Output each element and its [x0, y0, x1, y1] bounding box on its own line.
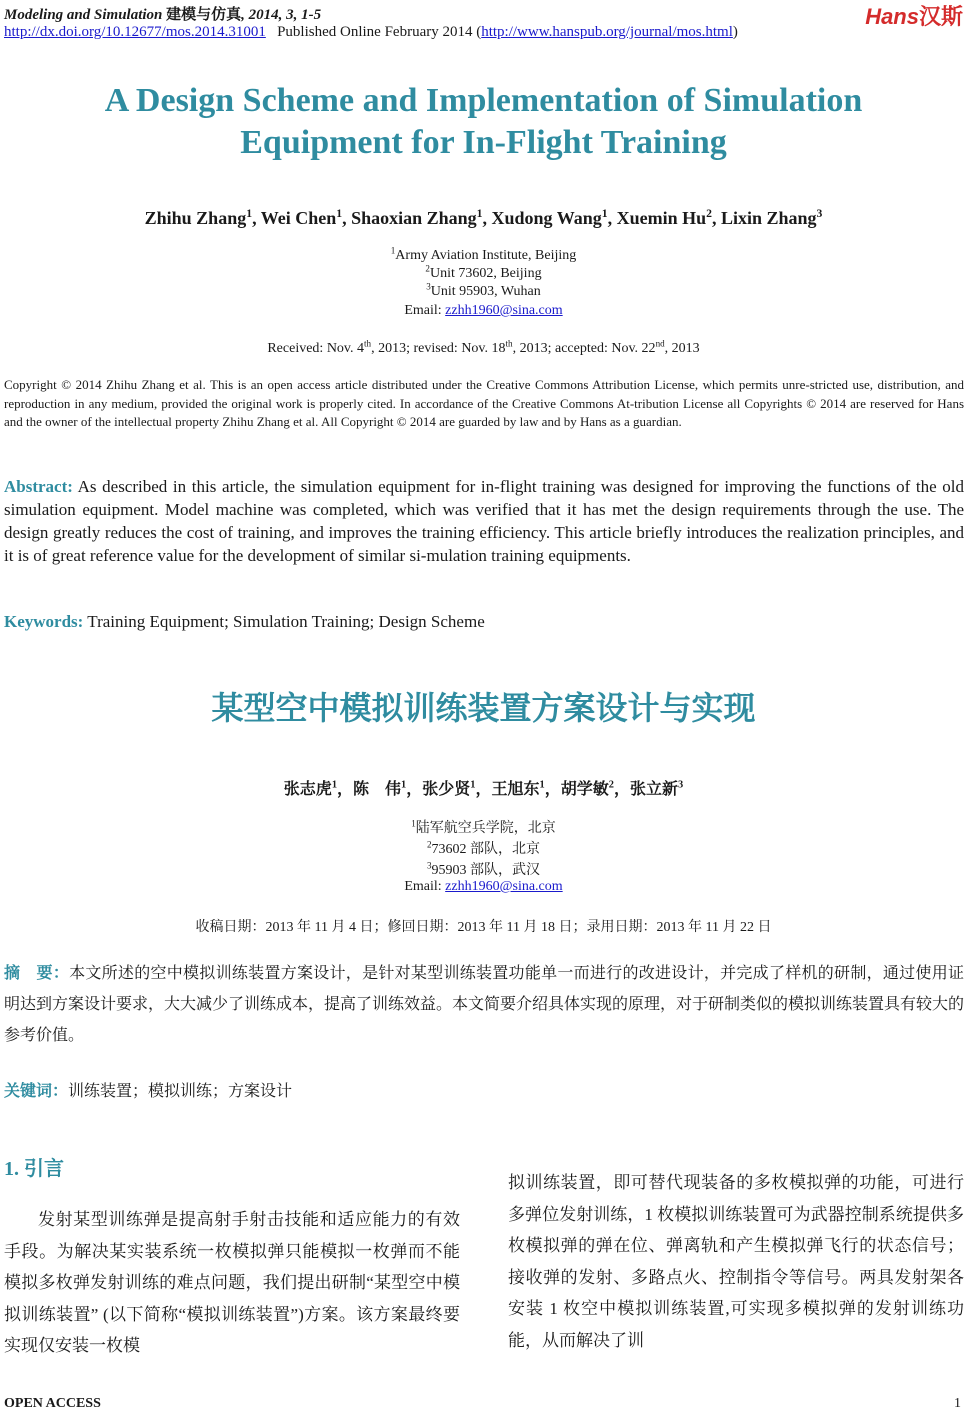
cn-email-line: Email: zzhh1960@sina.com	[404, 879, 563, 894]
copyright-notice: Copyright © 2014 Zhihu Zhang et al. This is an open access article distributed under the Creative Commons Attribution License, which permits unre-stricted use, distribution, and reproduction in any medium, provided the original work is properly cited. In accordance of the Creative Commons At-tribution License all Copyrights © 2014 are reserved for Hans and the owner of the intellectual property Zhihu Zhang et al. All Copyright © 2014 are guarded by law and by Hans as a guardian.	[4, 377, 964, 429]
cn-abstract-text: 本文所述的空中模拟训练装置方案设计，是针对某型训练装置功能单一而进行的改进设计，并完成了样机的研制，通过使用证明达到方案设计要求，大大减少了训练成本，提高了训练效益。本文简要介绍具体实现的原理，对于研制类似的模拟训练装置具有较大的参考价值。	[4, 965, 965, 1044]
author: Wei Chen$^1$,	[260, 207, 352, 228]
cn-abstract	[4, 958, 964, 1051]
cn-email-link[interactable]: zzhh1960@sina.com	[445, 879, 563, 894]
keywords-text: Training Equipment; Simulation Training; Design Scheme	[87, 612, 485, 631]
cn-keywords-label: 关键词：	[4, 1083, 69, 1100]
title-line-1: A Design Scheme and Implementation of Simulation	[104, 82, 863, 119]
cn-title: 某型空中模拟训练装置方案设计与实现	[211, 689, 756, 727]
abstract-text: As described in this article, the simulation equipment for in-flight training was designed for improving the functions of the old simulation equipment. Model machine was completed, which was verified that it has met the design requirements through the use. The design greatly reduces the cost of training, and improves the training efficiency. This article briefly introduces the realization principles, and it is of great reference value for the development of similar si-mulation training equipments.	[4, 477, 965, 565]
title-line-2: Equipment for In-Flight Training	[240, 124, 727, 161]
author: Lixin Zhang$^3$	[720, 207, 823, 228]
body-column-left: 发射某型训练弹是提高射手射击技能和适应能力的有效手段。为解决某实装系统一枚模拟弹只能模拟一枚弹而不能模拟多枚弹发射训练的难点问题，我们提出研制“某型空中模拟训练装置” (以下简称“模拟训练装置”)方案。该方案最终要实现仅安装一枚模	[4, 1210, 460, 1355]
published-prefix: Published Online February 2014 (	[277, 24, 482, 40]
cn-affiliation-2: $^2$73602 部队，北京	[426, 839, 541, 857]
cn-author: 张志虎$^1$，	[283, 779, 354, 798]
received-dates: Received: Nov. 4th, 2013; revised: Nov. 18th, 2013; accepted: Nov. 22nd, 2013	[267, 338, 700, 356]
header-links	[4, 24, 738, 41]
cn-affiliation-3: $^3$95903 部队，武汉	[426, 860, 541, 878]
cn-author: 王旭东$^1$，	[491, 779, 561, 798]
author: Xudong Wang$^1$,	[491, 207, 617, 228]
logo-latin: Hans	[865, 4, 919, 29]
author-list	[0, 208, 967, 229]
cn-affiliation-1: $^1$陆军航空兵学院，北京	[411, 818, 556, 836]
affiliation-3: $^3$Unit 95903, Wuhan	[426, 281, 541, 299]
journal-name-cn: 建模与仿真	[166, 7, 242, 23]
cn-abstract-label: 摘 要：	[4, 965, 70, 982]
affiliation-1: $^1$Army Aviation Institute, Beijing	[390, 245, 577, 263]
body-column-right: 拟训练装置，即可替代现装备的多枚模拟弹的功能，可进行多弹位发射训练，1 枚模拟训练装置可为武器控制系统提供多枚模拟弹的弹在位、弹离轨和产生模拟弹飞行的状态信号；接收弹的发射、多路点火、控制指令等信号。两具发射架各安装 1 枚空中模拟训练装置,可实现多模拟弹的发射训练功能，从而解决了训	[508, 1173, 964, 1350]
cn-author: 张立新$^3$	[629, 779, 684, 798]
journal-name: Modeling and Simulation	[4, 7, 163, 23]
page-number: 1	[954, 1396, 961, 1411]
published-suffix: )	[732, 24, 738, 40]
doi-link[interactable]: http://dx.doi.org/10.12677/mos.2014.31001	[4, 24, 266, 40]
cn-author: 胡学敏$^2$，	[560, 779, 630, 798]
author: Zhihu Zhang$^1$,	[144, 207, 261, 228]
abstract	[4, 475, 964, 567]
footer-open-access: OPEN ACCESS	[4, 1396, 101, 1411]
keywords-label: Keywords:	[4, 612, 84, 631]
logo-cn: 汉斯	[918, 4, 963, 29]
cn-author-list	[0, 776, 967, 799]
cn-keywords	[4, 1078, 292, 1101]
hans-logo	[865, 0, 963, 31]
keywords	[4, 612, 485, 632]
paper-title	[0, 80, 967, 164]
author: Shaoxian Zhang$^1$,	[351, 207, 492, 228]
cn-dates: 收稿日期：2013 年 11 月 4 日；修回日期：2013 年 11 月 18 日；录用日期：2013 年 11 月 22 日	[195, 920, 772, 935]
journal-volume: , 2014, 3, 1-5	[241, 7, 322, 23]
email-line: Email: zzhh1960@sina.com	[404, 303, 563, 318]
email-link[interactable]: zzhh1960@sina.com	[445, 303, 563, 318]
affiliation-2: $^2$Unit 73602, Beijing	[425, 263, 542, 281]
author: Xuemin Hu$^2$,	[616, 207, 721, 228]
cn-author: 张少贤$^1$，	[422, 779, 492, 798]
abstract-label: Abstract:	[4, 477, 73, 496]
journal-header	[4, 3, 321, 24]
cn-author: 陈 伟$^1$，	[353, 779, 423, 798]
section-heading: 1. 引言	[4, 1158, 64, 1180]
journal-url-link[interactable]: http://www.hanspub.org/journal/mos.html	[481, 24, 733, 40]
cn-keywords-text: 训练装置；模拟训练；方案设计	[68, 1083, 293, 1100]
